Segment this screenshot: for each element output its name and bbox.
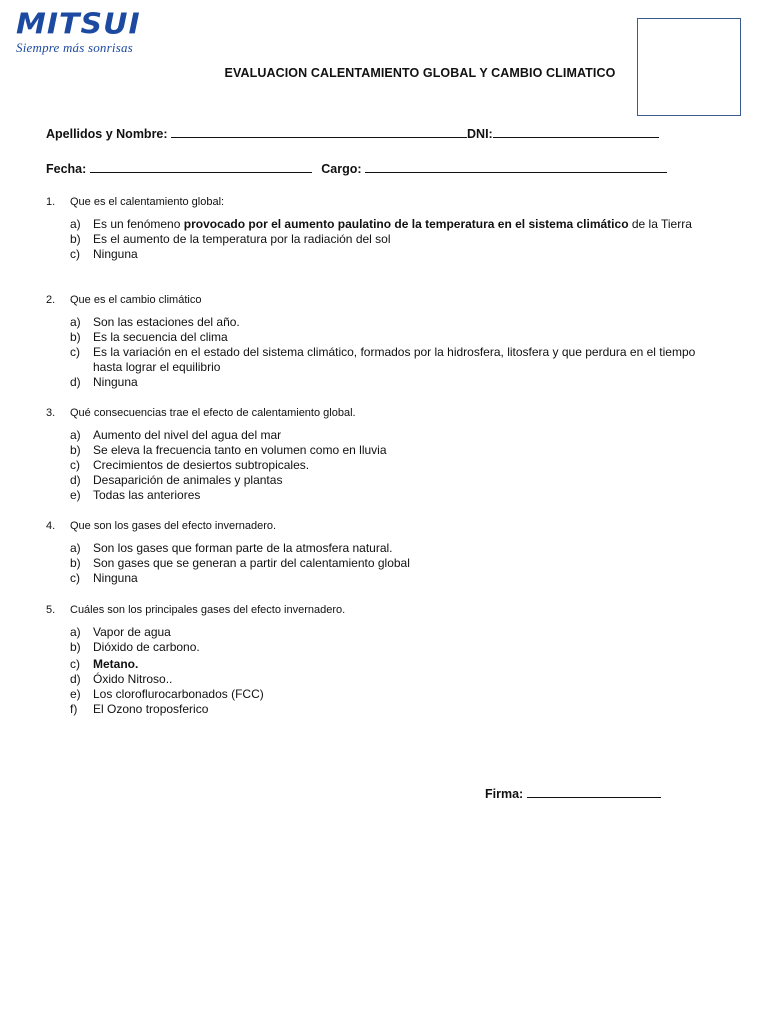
option-text: Todas las anteriores — [93, 488, 201, 502]
firma-input-line[interactable] — [527, 786, 661, 798]
question-5 — [46, 603, 716, 717]
question-1 — [46, 195, 716, 262]
option-letter: f) — [70, 702, 78, 716]
dni-label: DNI: — [467, 127, 493, 141]
option-text: El Ozono troposferico — [93, 702, 209, 716]
option-5c[interactable] — [46, 657, 716, 672]
option-text: Los cloroflurocarbonados (FCC) — [93, 687, 264, 701]
option-letter: c) — [70, 345, 80, 359]
option-letter: b) — [70, 640, 81, 654]
question-text: Cuáles son los principales gases del efecto invernadero. — [70, 604, 346, 616]
fecha-cargo-row — [46, 161, 667, 176]
option-text: Ninguna — [93, 247, 138, 261]
option-text: Ninguna — [93, 375, 138, 389]
option-3a[interactable] — [46, 428, 716, 443]
question-text: Qué consecuencias trae el efecto de calentamiento global. — [70, 407, 356, 419]
option-2a[interactable] — [46, 315, 716, 330]
option-letter: a) — [70, 625, 81, 639]
firma-label: Firma: — [485, 787, 524, 801]
apellidos-label: Apellidos y Nombre: — [46, 127, 168, 141]
option-5f[interactable] — [46, 702, 716, 717]
option-letter: d) — [70, 473, 81, 487]
option-text: Desaparición de animales y plantas — [93, 473, 283, 487]
option-text: de la Tierra — [628, 217, 692, 231]
option-4b[interactable] — [46, 556, 716, 571]
option-text: Dióxido de carbono. — [93, 640, 200, 654]
option-text: Es la variación en el estado del sistema climático, formados por la hidrosfera, litosfera y que perdura en el tiempo hasta lograr el equilibrio — [93, 345, 696, 374]
option-letter: c) — [70, 458, 80, 472]
question-number: 2. — [46, 294, 56, 306]
question-4 — [46, 519, 716, 586]
option-letter: e) — [70, 687, 81, 701]
question-number: 4. — [46, 520, 56, 532]
option-text: Aumento del nivel del agua del mar — [93, 428, 282, 442]
option-text: Es la secuencia del clima — [93, 330, 228, 344]
option-1b[interactable] — [46, 232, 716, 247]
page-title: EVALUACION CALENTAMIENTO GLOBAL Y CAMBIO CLIMATICO — [224, 66, 616, 80]
option-text: Es el aumento de la temperatura por la radiación del sol — [93, 232, 391, 246]
option-5a[interactable] — [46, 625, 716, 640]
question-number: 5. — [46, 604, 56, 616]
option-5b[interactable] — [46, 640, 716, 655]
option-text: Son los gases que forman parte de la atmosfera natural. — [93, 541, 393, 555]
question-number: 1. — [46, 196, 56, 208]
option-3e[interactable] — [46, 488, 716, 503]
option-letter: c) — [70, 657, 80, 671]
option-letter: a) — [70, 217, 81, 231]
option-text: Son gases que se generan a partir del calentamiento global — [93, 556, 410, 570]
option-4a[interactable] — [46, 541, 716, 556]
option-letter: a) — [70, 428, 81, 442]
option-3b[interactable] — [46, 443, 716, 458]
option-letter: c) — [70, 247, 80, 261]
option-letter: b) — [70, 443, 81, 457]
question-2 — [46, 293, 716, 390]
option-2b[interactable] — [46, 330, 716, 345]
option-text-bold: Metano. — [93, 657, 139, 671]
question-text: Que es el calentamiento global: — [70, 196, 225, 208]
question-text: Que es el cambio climático — [70, 294, 202, 306]
option-1c[interactable] — [46, 247, 716, 262]
option-text: Óxido Nitroso.. — [93, 672, 173, 686]
logo-tagline: Siempre más sonrisas — [16, 40, 133, 55]
fecha-label: Fecha: — [46, 162, 87, 176]
option-2c[interactable] — [46, 345, 716, 375]
option-letter: d) — [70, 375, 81, 389]
cargo-input-line[interactable] — [365, 161, 667, 173]
option-text: Crecimientos de desiertos subtropicales. — [93, 458, 310, 472]
question-3 — [46, 406, 716, 503]
option-5e[interactable] — [46, 687, 716, 702]
option-letter: a) — [70, 541, 81, 555]
option-letter: a) — [70, 315, 81, 329]
option-4c[interactable] — [46, 571, 716, 586]
logo-brand: MITSUI — [16, 7, 141, 42]
option-letter: e) — [70, 488, 81, 502]
question-text: Que son los gases del efecto invernadero. — [70, 520, 277, 532]
option-text: Ninguna — [93, 571, 138, 585]
option-letter: d) — [70, 672, 81, 686]
option-text-bold: provocado por el aumento paulatino de la temperatura en el sistema climático — [183, 217, 629, 231]
option-text: Es un fenómeno — [93, 217, 184, 231]
option-letter: b) — [70, 556, 81, 570]
question-number: 3. — [46, 407, 56, 419]
option-3c[interactable] — [46, 458, 716, 473]
signature-row — [485, 786, 661, 801]
cargo-label: Cargo: — [321, 162, 362, 176]
option-text: Son las estaciones del año. — [93, 315, 240, 329]
option-letter: b) — [70, 330, 81, 344]
company-logo — [16, 7, 166, 56]
apellidos-input-line[interactable] — [171, 126, 467, 138]
option-text: Se eleva la frecuencia tanto en volumen como en lluvia — [93, 443, 387, 457]
option-1a[interactable] — [46, 217, 716, 232]
option-text: Vapor de agua — [93, 625, 171, 639]
fecha-input-line[interactable] — [90, 161, 312, 173]
option-letter: b) — [70, 232, 81, 246]
option-2d[interactable] — [46, 375, 716, 390]
option-5d[interactable] — [46, 672, 716, 687]
name-dni-row — [46, 126, 659, 141]
option-letter: c) — [70, 571, 80, 585]
option-3d[interactable] — [46, 473, 716, 488]
dni-input-line[interactable] — [493, 126, 659, 138]
